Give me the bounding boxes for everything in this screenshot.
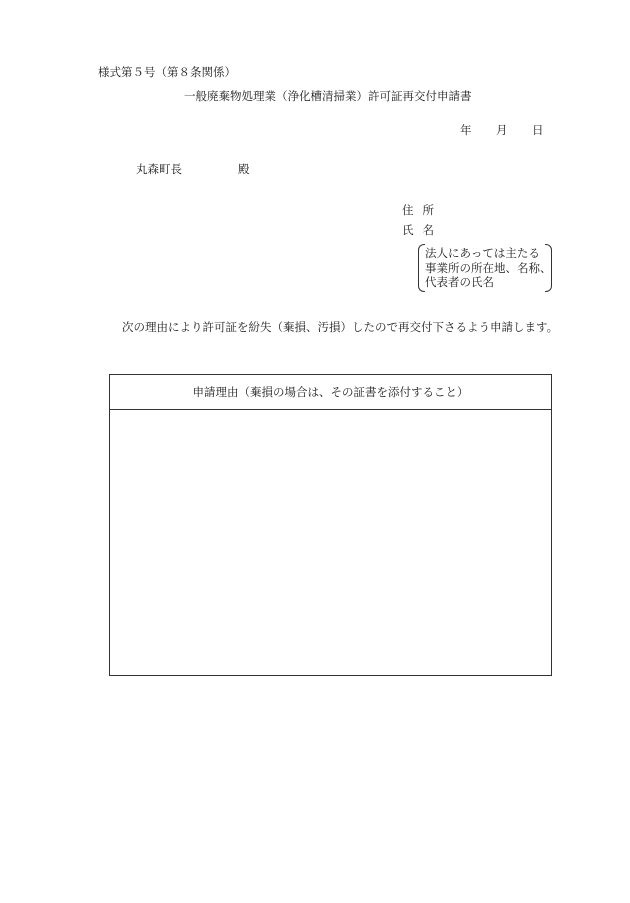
note-line: 事業所の所在地、名称、 (425, 260, 552, 275)
document-title: 一般廃棄物処理業（浄化槽清掃業）許可証再交付申請書 (184, 89, 472, 103)
addressee-honorific: 殿 (238, 162, 250, 176)
addressee-name: 丸森町長 (136, 162, 182, 176)
applicant-address-label: 住所 (402, 203, 443, 217)
note-line: 代表者の氏名 (425, 275, 494, 289)
note-lines (425, 246, 552, 290)
date-year-label: 年 (460, 123, 472, 137)
date-day-label: 日 (532, 123, 544, 137)
form-number: 様式第５号（第８条関係） (98, 65, 236, 79)
date-month-label: 月 (496, 123, 508, 137)
reason-box-header: 申請理由（棄損の場合は、その証書を添付すること） (110, 375, 551, 410)
reason-box-body[interactable] (110, 410, 551, 676)
applicant-name-label: 氏名 (402, 223, 443, 237)
application-statement: 次の理由により許可証を紛失（棄損、汚損）したので再交付下さるよう申請します。 (122, 320, 559, 334)
note-line: 法人にあっては主たる (425, 246, 540, 260)
applicant-note (420, 244, 552, 290)
reason-box (109, 374, 552, 676)
left-bracket (418, 244, 425, 292)
right-bracket (545, 244, 552, 292)
